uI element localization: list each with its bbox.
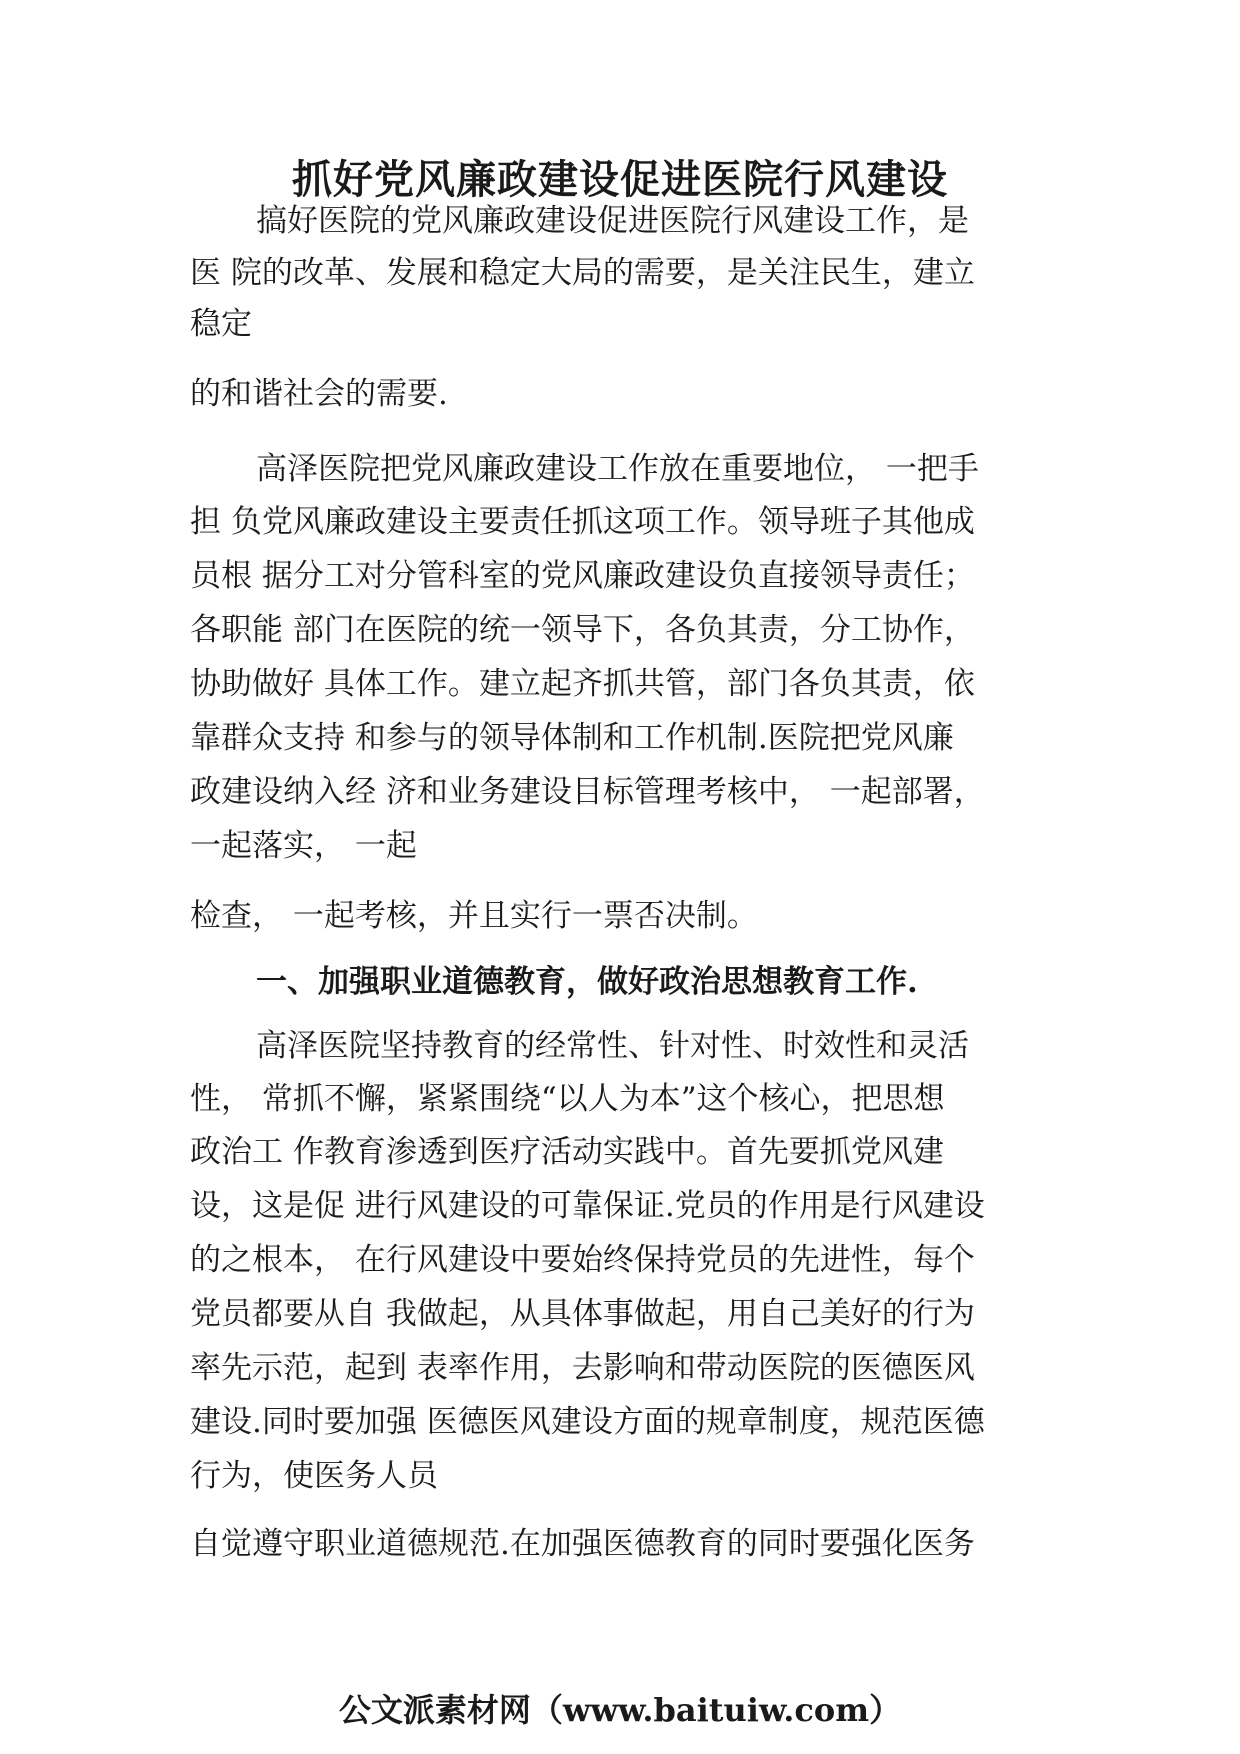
paragraph-line-11: 政建设纳入经 济和业务建设目标管理考核中， 一起部署， bbox=[190, 774, 985, 810]
paragraph-line-4: 的和谐社会的需要. bbox=[190, 376, 448, 412]
paragraph-line-22: 建设.同时要加强 医德医风建设方面的规章制度，规范医德 bbox=[190, 1404, 985, 1440]
paragraph-line-3: 稳定 bbox=[190, 306, 252, 342]
paragraph-line-10: 靠群众支持 和参与的领导体制和工作机制.医院把党风廉 bbox=[190, 720, 954, 756]
paragraph-line-6: 担 负党风廉政建设主要责任抓这项工作。领导班子其他成 bbox=[190, 504, 975, 540]
paragraph-line-19: 的之根本， 在行风建设中要始终保持党员的先进性，每个 bbox=[190, 1242, 975, 1278]
paragraph-line-1: 搞好医院的党风廉政建设促进医院行风建设工作，是 bbox=[256, 203, 969, 239]
paragraph-line-12: 一起落实， 一起 bbox=[190, 828, 417, 864]
paragraph-line-5: 高泽医院把党风廉政建设工作放在重要地位， 一把手 bbox=[256, 451, 979, 487]
paragraph-line-20: 党员都要从自 我做起，从具体事做起，用自己美好的行为 bbox=[190, 1296, 975, 1332]
paragraph-line-24: 自觉遵守职业道德规范.在加强医德教育的同时要强化医务 bbox=[190, 1526, 975, 1562]
paragraph-line-15: 高泽医院坚持教育的经常性、针对性、时效性和灵活 bbox=[256, 1028, 969, 1064]
paragraph-line-21: 率先示范，起到 表率作用，去影响和带动医院的医德医风 bbox=[190, 1350, 975, 1386]
paragraph-line-8: 各职能 部门在医院的统一领导下，各负其责，分工协作， bbox=[190, 612, 975, 648]
paragraph-line-18: 设，这是促 进行风建设的可靠保证.党员的作用是行风建设 bbox=[190, 1188, 985, 1224]
paragraph-line-2: 医 院的改革、发展和稳定大局的需要，是关注民生，建立 bbox=[190, 255, 975, 291]
section-heading: 一、加强职业道德教育，做好政治思想教育工作. bbox=[256, 964, 918, 1000]
document-title: 抓好党风廉政建设促进医院行风建设 bbox=[292, 156, 948, 203]
footer-source: 公文派素材网（www.baituiw.com） bbox=[338, 1691, 902, 1729]
paragraph-line-9: 协助做好 具体工作。建立起齐抓共管，部门各负其责，依 bbox=[190, 666, 975, 702]
paragraph-line-23: 行为，使医务人员 bbox=[190, 1458, 438, 1494]
paragraph-line-17: 政治工 作教育渗透到医疗活动实践中。首先要抓党风建 bbox=[190, 1134, 944, 1170]
paragraph-line-7: 员根 据分工对分管科室的党风廉政建设负直接领导责任； bbox=[190, 558, 975, 594]
paragraph-line-13: 检查， 一起考核，并且实行一票否决制。 bbox=[190, 898, 758, 934]
paragraph-line-16: 性， 常抓不懈，紧紧围绕“以人为本”这个核心，把思想 bbox=[190, 1081, 945, 1117]
